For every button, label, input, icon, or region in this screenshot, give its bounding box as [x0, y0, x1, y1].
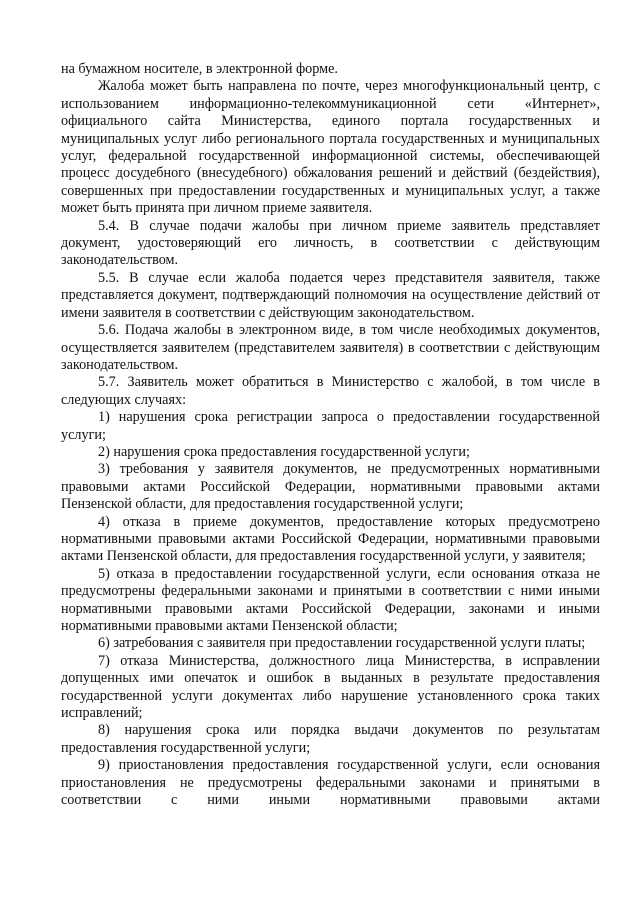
list-item-8: 8) нарушения срока или порядка выдачи документов по результатам предоставления государственной услуги; — [61, 722, 600, 756]
paragraph-5-6: 5.6. Подача жалобы в электронном виде, в том числе необходимых документов, осуществляется заявителем (представителем заявителя) в соответствии с действующим законодательством. — [61, 322, 600, 373]
paragraph-complaint-channels: Жалоба может быть направлена по почте, через многофункциональный центр, с использованием информационно-телекоммуникационной сети «Интернет», официального сайта Министерства, единого портала государственных и муниципальных услуг либо регионального портала государственных и муниципальных услуг, федеральной государственной информационной системы, обеспечивающей процесс досудебного (внесудебного) обжалования решений и действий (бездействия), совершенных при предоставлении государственных и муниципальных услуг, а также может быть принята при личном приеме заявителя. — [61, 78, 600, 217]
list-item-6: 6) затребования с заявителя при предоставлении государственной услуги платы; — [98, 635, 586, 652]
list-item-4: 4) отказа в приеме документов, предоставление которых предусмотрено нормативными правовыми актами Российской Федерации, нормативными правовыми актами Пензенской области, для предоставления государственной услуги, у заявителя; — [61, 513, 600, 565]
list-item-1: 1) нарушения срока регистрации запроса о предоставлении государственной услуги; — [61, 409, 600, 443]
list-item-5: 5) отказа в предоставлении государственной услуги, если основания отказа не предусмотрены федеральными законами и принятыми в соответствии с ними иными нормативными правовыми актами Российской Федерации, законами и иными нормативными правовыми актами Пензенской области; — [61, 565, 600, 634]
paragraph-5-7: 5.7. Заявитель может обратиться в Министерство с жалобой, в том числе в следующих случаях: — [61, 374, 600, 408]
list-item-3: 3) требования у заявителя документов, не предусмотренных нормативными правовыми актами Российской Федерации, нормативными правовыми актами Пензенской области, для предоставления государственной услуги; — [61, 461, 600, 513]
list-item-7: 7) отказа Министерства, должностного лица Министерства, в исправлении допущенных ими опечаток и ошибок в выданных в результате предоставления государственной услуги документах либо нарушение установленного срока таких исправлений; — [61, 652, 600, 722]
paragraph-5-5: 5.5. В случае если жалоба подается через представителя заявителя, также представляется документ, подтверждающий полномочия на осуществление действий от имени заявителя в соответствии с действующим законодательством. — [61, 269, 600, 321]
list-item-2: 2) нарушения срока предоставления государственной услуги; — [98, 443, 470, 460]
paragraph-continuation: на бумажном носителе, в электронной форме. — [61, 61, 338, 77]
list-item-9: 9) приостановления предоставления государственной услуги, если основания приостановления не предусмотрены федеральными законами и принятыми в соответствии с ними иными нормативными правовыми актами — [61, 757, 600, 809]
paragraph-5-4: 5.4. В случае подачи жалобы при личном приеме заявитель представляет документ, удостоверяющий его личность, в соответствии с действующим законодательством. — [61, 217, 600, 269]
